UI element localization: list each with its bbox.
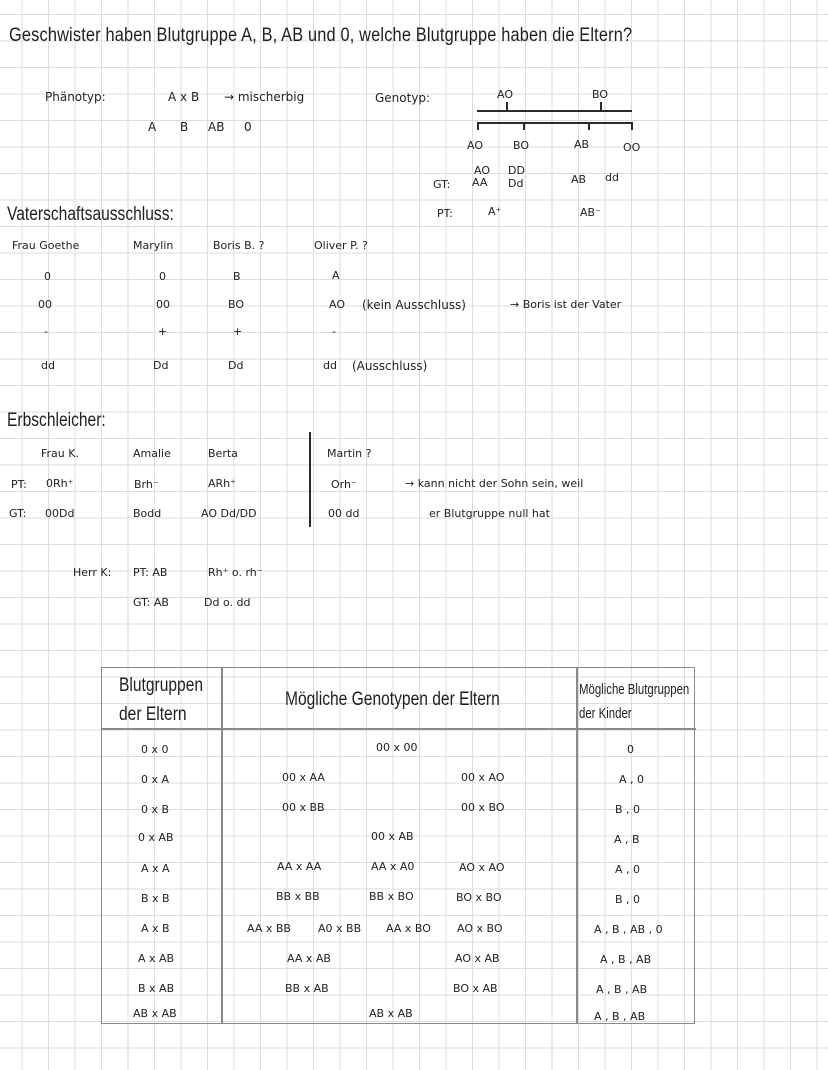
table-row-parents: A x A (141, 862, 170, 875)
table-row-parents: 0 x AB (138, 831, 174, 844)
table-row-parents: A x B (141, 922, 170, 935)
paternity-boris-rh-gt: Dd (228, 359, 244, 372)
table-row-genotype: AA x BB (247, 922, 291, 935)
inheritance-frau-k-pt: 0Rh⁺ (46, 477, 74, 490)
genotype-parent-bo: BO (592, 88, 609, 101)
table-row-genotype: AA x AB (287, 952, 331, 965)
table-row-genotype: AB x AB (369, 1007, 413, 1020)
table-row-children: A , B , AB (594, 1010, 646, 1023)
genotype-child-oo: OO (623, 141, 641, 154)
table-row-children: A , 0 (619, 773, 645, 786)
paternity-name-goethe: Frau Goethe (12, 239, 80, 252)
table-row-genotype: BB x AB (285, 982, 329, 995)
phenotype-label: Phänotyp: (45, 90, 106, 104)
table-row-children: A , B , AB , 0 (594, 923, 663, 936)
paternity-name-boris: Boris B. ? (213, 239, 265, 252)
inheritance-martin-pt: Orh⁻ (331, 478, 357, 491)
pt-right: AB⁻ (580, 206, 601, 219)
pt-label: PT: (437, 207, 453, 220)
table-row-children: A , B , AB (596, 983, 648, 996)
herr-k-label: Herr K: (73, 566, 112, 579)
table-row-genotype: 00 x AB (371, 830, 414, 843)
herr-k-pt: PT: AB (133, 566, 168, 579)
table-row-genotype: AO x BO (457, 922, 503, 935)
inheritance-amalie-gt: Bodd (133, 507, 162, 520)
gt-right-dd: dd (605, 171, 619, 184)
inheritance-name-martin: Martin ? (327, 447, 372, 460)
inheritance-divider (309, 432, 311, 527)
inheritance-martin-gt: 00 dd (328, 507, 360, 520)
genotype-label: Genotyp: (375, 91, 431, 105)
table-row-parents: 0 x A (141, 773, 170, 786)
herr-k-pt-rh: Rh⁺ o. rh⁻ (208, 566, 263, 579)
gt-mid-bottom: Dd (508, 177, 524, 190)
note-ausschluss: (Ausschluss) (352, 359, 428, 373)
phenotype-result-0: 0 (244, 120, 252, 134)
inheritance-berta-pt: ARh⁺ (208, 477, 236, 490)
table-row-parents: AB x AB (133, 1007, 177, 1020)
table-row-parents: 0 x B (141, 803, 170, 816)
inheritance-pt-label: PT: (11, 478, 27, 491)
gt-mid-top: DD (508, 164, 525, 177)
genotype-child-ao: AO (467, 139, 483, 152)
inheritance-name-amalie: Amalie (133, 447, 171, 460)
inheritance-amalie-pt: Brh⁻ (134, 478, 159, 491)
paternity-goethe-pt: 0 (44, 270, 51, 283)
inheritance-frau-k-gt: 00Dd (45, 507, 75, 520)
table-row-genotype: 00 x BO (461, 801, 505, 814)
table-row-genotype: AA x A0 (371, 860, 415, 873)
inheritance-name-frau-k: Frau K. (41, 447, 79, 460)
table-row-genotype: 00 x BB (282, 801, 325, 814)
table-row-children: B , 0 (615, 893, 641, 906)
table-row-genotype: BO x BO (456, 891, 502, 904)
paternity-marylin-rh-gt: Dd (153, 359, 169, 372)
paternity-goethe-gt: 00 (38, 298, 52, 311)
inheritance-note-line2: er Blutgruppe null hat (429, 507, 550, 520)
table-row-genotype: AO x AB (455, 952, 500, 965)
paternity-boris-pt: B (233, 270, 241, 283)
table-row-genotype: 00 x 00 (376, 741, 418, 754)
phenotype-result-ab: AB (208, 120, 225, 134)
gt-left-top: AO (474, 164, 490, 177)
inheritance-gt-label: GT: (9, 507, 27, 520)
table-row-genotype: 00 x AO (461, 771, 505, 784)
table-row-genotype: AO x AO (459, 861, 505, 874)
table-row-parents: A x AB (138, 952, 175, 965)
genotype-child-ab: AB (574, 138, 590, 151)
phenotype-cross: A x B (168, 90, 200, 104)
genotype-parent-ao: AO (497, 88, 513, 101)
table-row-parents: 0 x 0 (141, 743, 169, 756)
paternity-oliver-gt: AO (329, 298, 345, 311)
table-row-children: A , 0 (615, 863, 641, 876)
paternity-oliver-rh: - (332, 325, 336, 338)
gt-label: GT: (433, 178, 451, 191)
table-row-children: A , B (614, 833, 640, 846)
paternity-boris-gt: BO (228, 298, 245, 311)
paternity-marylin-gt: 00 (156, 298, 170, 311)
table-row-parents: B x AB (138, 982, 175, 995)
inheritance-heading: Erbschleicher: (7, 410, 106, 431)
table-header-children-line2: der Kinder (579, 705, 632, 722)
phenotype-result-b: B (180, 120, 189, 134)
inheritance-name-berta: Berta (208, 447, 238, 460)
herr-k-gt: GT: AB (133, 596, 169, 609)
table-row-children: A , B , AB (600, 953, 652, 966)
table-row-genotype: BO x AB (453, 982, 498, 995)
herr-k-gt-rh: Dd o. dd (204, 596, 251, 609)
table-row-genotype: A0 x BB (318, 922, 362, 935)
note-kein-ausschluss: (kein Ausschluss) (362, 298, 466, 312)
paternity-goethe-rh: - (44, 325, 48, 338)
paternity-conclusion: → Boris ist der Vater (510, 298, 622, 311)
paternity-name-marylin: Marylin (133, 239, 174, 252)
table-row-children: B , 0 (615, 803, 641, 816)
paternity-boris-rh: + (233, 325, 243, 338)
paternity-marylin-pt: 0 (159, 270, 166, 283)
table-header-children-line1: Mögliche Blutgruppen (579, 681, 690, 698)
genotype-child-bo: BO (513, 139, 530, 152)
paternity-oliver-pt: A (332, 269, 340, 282)
table-row-genotype: AA x BO (386, 922, 431, 935)
table-header-genotypes: Mögliche Genotypen der Eltern (285, 689, 500, 710)
page-title: Geschwister haben Blutgruppe A, B, AB und 0, welche Blutgruppe haben die Eltern? (9, 25, 633, 46)
gt-left-bottom: AA (472, 176, 488, 189)
phenotype-result-a: A (148, 120, 157, 134)
table-row-children: 0 (627, 743, 634, 756)
table-row-parents: B x B (141, 892, 170, 905)
paternity-marylin-rh: + (158, 325, 168, 338)
paternity-heading: Vaterschaftsausschluss: (7, 204, 174, 225)
table-row-genotype: AA x AA (277, 860, 322, 873)
table-row-genotype: 00 x AA (282, 771, 325, 784)
table-header-parents-line2: der Eltern (119, 704, 187, 725)
phenotype-arrow-text: → mischerbig (224, 90, 305, 104)
table-header-parents-line1: Blutgruppen (119, 675, 204, 696)
gt-right-ab: AB (571, 173, 587, 186)
paternity-goethe-rh-gt: dd (41, 359, 55, 372)
inheritance-note-line1: → kann nicht der Sohn sein, weil (405, 477, 584, 490)
table-row-genotype: BB x BO (369, 890, 414, 903)
pt-left: A⁺ (488, 205, 502, 218)
paternity-name-oliver: Oliver P. ? (314, 239, 368, 252)
inheritance-berta-gt: AO Dd/DD (201, 507, 257, 520)
table-row-genotype: BB x BB (276, 890, 320, 903)
paternity-oliver-rh-gt: dd (323, 359, 337, 372)
